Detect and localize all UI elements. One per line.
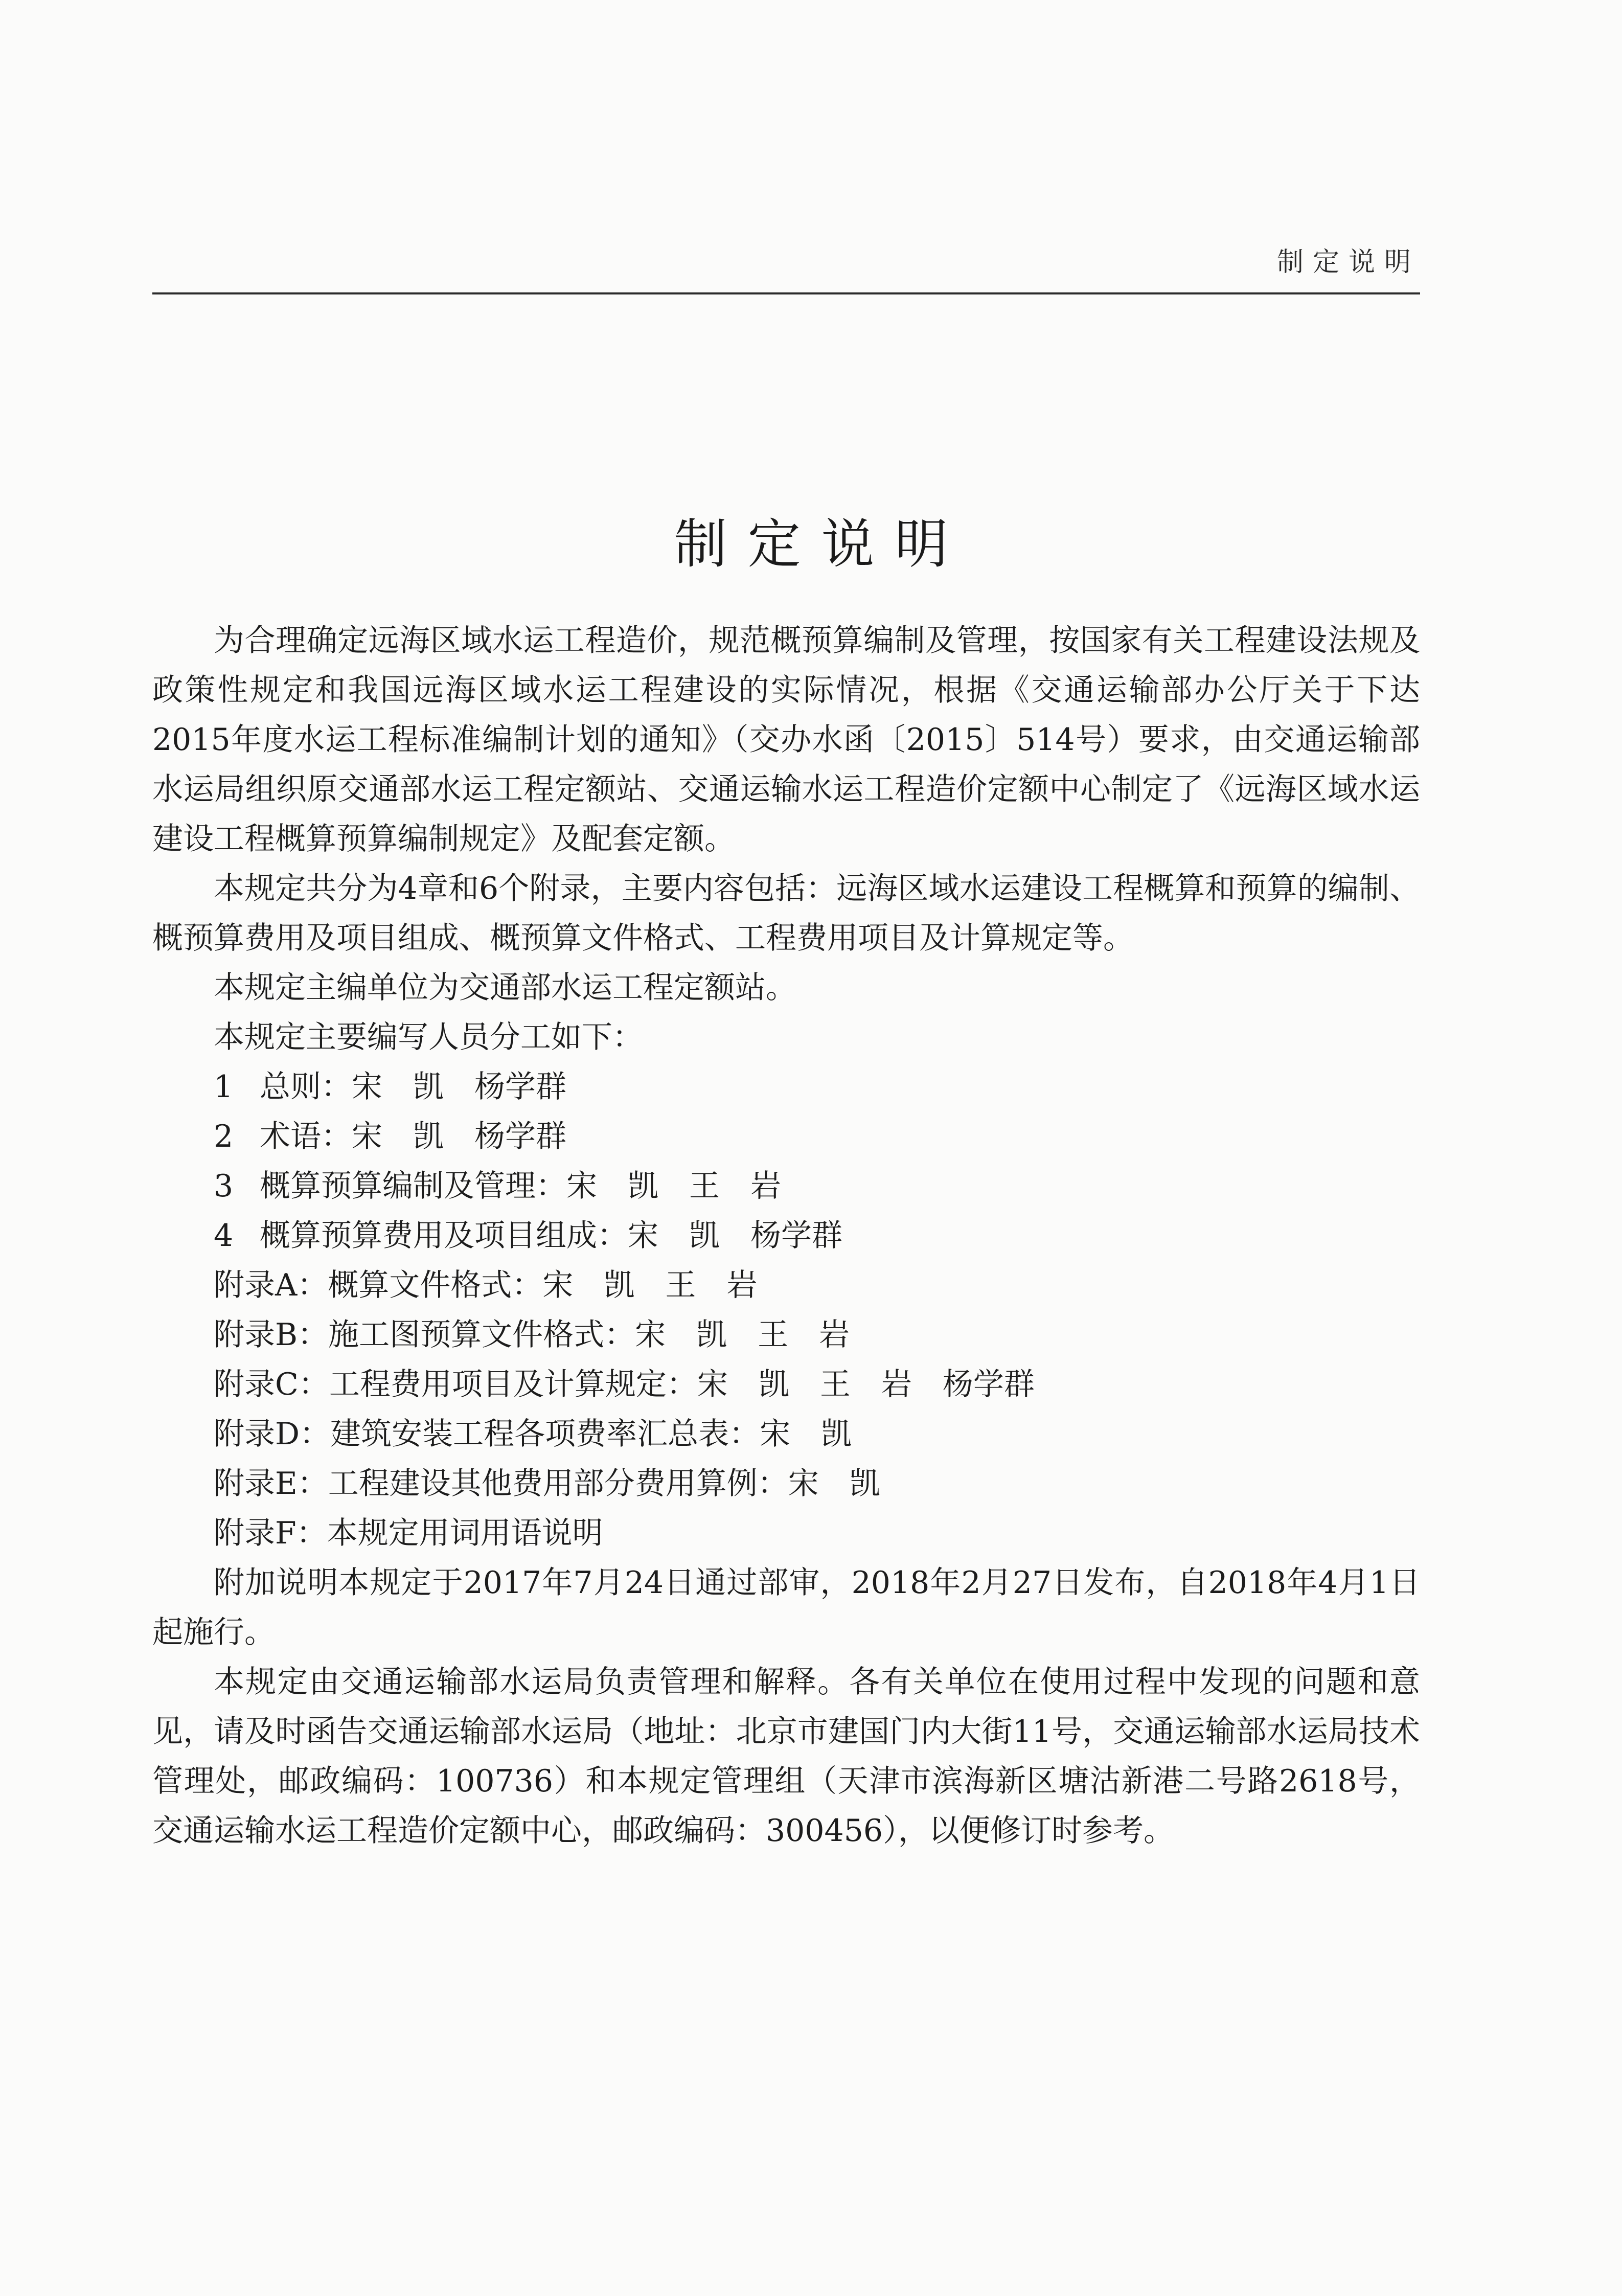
header-rule [152, 292, 1420, 294]
paragraph-purpose: 为合理确定远海区域水运工程造价，规范概预算编制及管理，按国家有关工程建设法规及政策性规定和我国远海区域水运工程建设的实际情况，根据《交通运输部办公厅关于下达2015年度水运工程标准编制计划的通知》（交办水函〔2015〕514号）要求，由交通运输部水运局组织原交通部水运工程定额站、交通运输水运工程造价定额中心制定了《远海区域水运建设工程概算预算编制规定》及配套定额。 [152, 623, 1420, 857]
chapter-item [152, 1211, 1420, 1261]
page-title: 制定说明 [674, 513, 969, 575]
appendix-item-e: 附录E：工程建设其他费用部分费用算例：宋 凯 [214, 1466, 880, 1502]
appendix-item-c: 附录C：工程费用项目及计算规定：宋 凯 王 岩 杨学群 [214, 1367, 1035, 1402]
appendix-item-a: 附录A：概算文件格式：宋 凯 王 岩 [214, 1267, 758, 1303]
chapter-text: 概算预算编制及管理：宋 凯 王 岩 [260, 1168, 781, 1204]
appendix-item-f: 附录F：本规定用词用语说明 [214, 1515, 603, 1551]
chapter-item [152, 1162, 1420, 1211]
chapter-item [152, 1062, 1420, 1112]
appendix-item-b: 附录B：施工图预算文件格式：宋 凯 王 岩 [214, 1317, 850, 1353]
running-header: 制定说明 [1276, 247, 1420, 278]
chapter-number: 3 [214, 1168, 234, 1204]
chapter-number: 2 [214, 1119, 234, 1154]
paragraph-authors-intro: 本规定主要编写人员分工如下： [214, 1019, 643, 1055]
chapter-number: 1 [214, 1069, 234, 1105]
paragraph-scope: 本规定共分为4章和6个附录，主要内容包括：远海区域水运建设工程概算和预算的编制、概预算费用及项目组成、概预算文件格式、工程费用项目及计算规定等。 [152, 871, 1420, 956]
chapter-number: 4 [214, 1218, 234, 1254]
paragraph-editor-unit: 本规定主编单位为交通部水运工程定额站。 [214, 970, 796, 1006]
appendix-item-d: 附录D：建筑安装工程各项费率汇总表：宋 凯 [214, 1416, 852, 1452]
paragraph-contact: 本规定由交通运输部水运局负责管理和解释。各有关单位在使用过程中发现的问题和意见，请及时函告交通运输部水运局（地址：北京市建国门内大街11号，交通运输部水运局技术管理处，邮政编码：100736）和本规定管理组（天津市滨海新区塘沽新港二号路2618号，交通运输水运工程造价定额中心，邮政编码：300456），以便修订时参考。 [152, 1664, 1420, 1849]
chapter-text: 概算预算费用及项目组成：宋 凯 杨学群 [260, 1218, 842, 1254]
chapter-text: 总则：宋 凯 杨学群 [260, 1069, 566, 1105]
chapter-text: 术语：宋 凯 杨学群 [260, 1119, 566, 1154]
paragraph-effective-date: 附加说明本规定于2017年7月24日通过部审，2018年2月27日发布，自2018年4月1日起施行。 [152, 1565, 1420, 1650]
chapter-item [152, 1112, 1420, 1162]
document-body [152, 616, 1420, 1856]
